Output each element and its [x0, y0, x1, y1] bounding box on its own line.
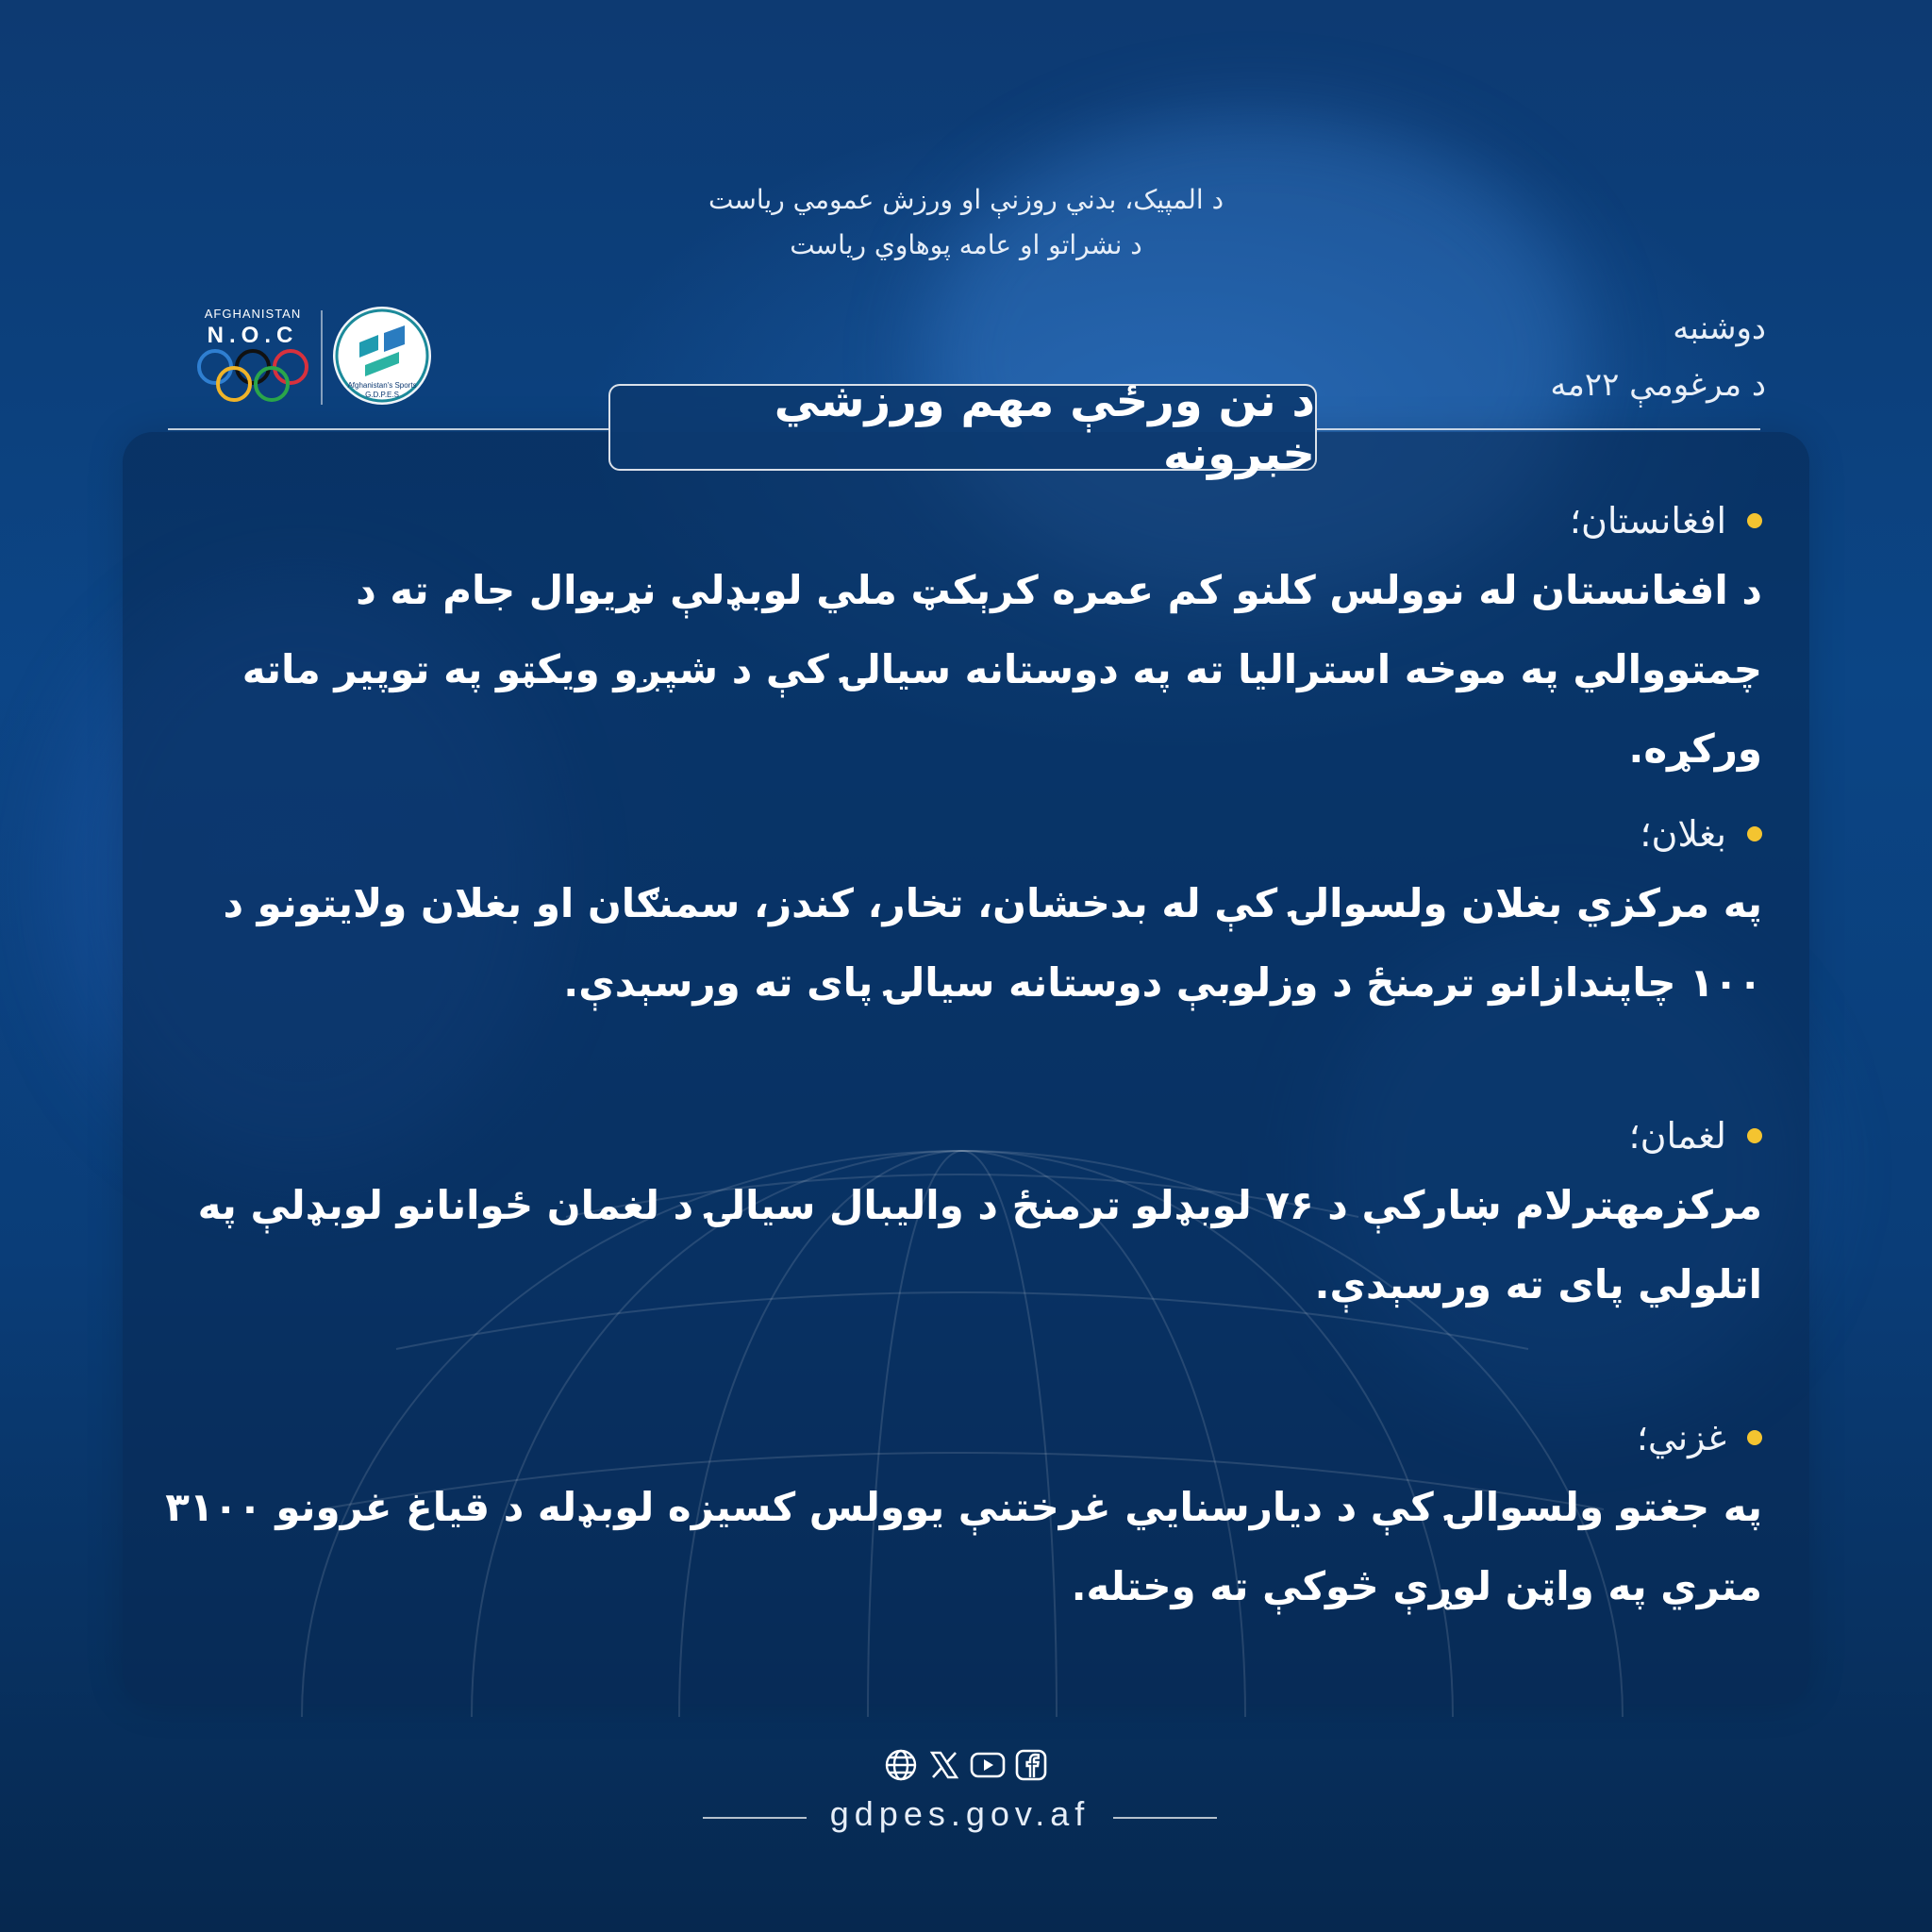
news-item-ghazni [158, 1411, 1762, 1626]
globe-icon[interactable] [883, 1747, 919, 1783]
footer-rule-right [1113, 1817, 1217, 1819]
news-item-baghlan [158, 808, 1762, 1023]
noc-logo [196, 307, 309, 349]
news-heading-label: غزني؛ [1636, 1417, 1726, 1458]
news-item-afghanistan [158, 494, 1762, 789]
bullet-icon [1747, 1430, 1762, 1445]
organization-line-2: د نشراتو او عامه پوهاوي ریاست [790, 229, 1142, 260]
news-body: مرکزمهترلام ښارکې د ۷۶ لوبډلو ترمنځ د والیبال سیالۍ د لغمان ځوانانو لوبډلې په اتلولي پای ته ورسېدې. [197, 1182, 1762, 1307]
logo-divider [321, 310, 323, 405]
social-icons [0, 1747, 1932, 1783]
page-title: د نن ورځې مهم ورزشي خبرونه [608, 384, 1317, 471]
news-body: په مرکزي بغلان ولسوالۍ کې له بدخشان، تخار، کندز، سمنګان او بغلان ولایتونو د ۱۰۰ چاپندازانو ترمنځ د وزلوبې دوستانه سیالۍ پای ته ورسېدې. [223, 880, 1762, 1006]
news-body: په جغتو ولسوالۍ کې د دیارسنایي غرختنې یوولس کسیزه لوبډله د قیاغ غرونو ۳۱۰۰ متري په واټن لوړې څوکې ته وختله. [165, 1484, 1762, 1609]
organization-header [0, 177, 1932, 268]
news-heading-label: بغلان؛ [1640, 813, 1726, 855]
news-heading-label: لغمان؛ [1628, 1115, 1726, 1157]
news-item-laghman [158, 1109, 1762, 1324]
x-icon[interactable] [926, 1747, 962, 1783]
bullet-icon [1747, 826, 1762, 841]
news-body: د افغانستان له نوولس کلنو کم عمره کرېکټ ملي لوبډلې نړیوال جام ته د چمتووالي په موخه استرالیا ته په دوستانه سیالۍ کې د شپږو ویکټو په توپیر ماته ورکړه. [242, 567, 1762, 772]
gdpes-caption-name: Afghanistan's Sports [347, 381, 417, 390]
news-heading-label: افغانستان؛ [1569, 500, 1726, 541]
facebook-icon[interactable] [1013, 1747, 1049, 1783]
gdpes-caption-abbrev: G.D.P.E.S [365, 391, 399, 399]
noc-name-label: N.O.C [207, 323, 299, 348]
gdpes-caption [333, 381, 431, 400]
olympic-rings-icon [196, 346, 311, 405]
youtube-icon[interactable] [970, 1747, 1006, 1783]
website-link[interactable]: gdpes.gov.af [829, 1794, 1091, 1833]
weekday-label: دوشنبه [1673, 309, 1766, 347]
title-rule-right [1317, 428, 1760, 430]
title-rule-left [168, 428, 608, 430]
date-display [1550, 300, 1766, 413]
footer-website [703, 1794, 1217, 1841]
news-heading [158, 1411, 1762, 1464]
news-heading [158, 808, 1762, 860]
bullet-icon [1747, 513, 1762, 528]
noc-country-label: AFGHANISTAN [204, 307, 302, 321]
news-heading [158, 494, 1762, 547]
news-heading [158, 1109, 1762, 1162]
date-label: د مرغومې ۲۲مه [1550, 366, 1766, 404]
bullet-icon [1747, 1128, 1762, 1143]
organization-line-1: د المپیک، بدني روزنې او ورزش عمومي ریاست [708, 184, 1224, 215]
